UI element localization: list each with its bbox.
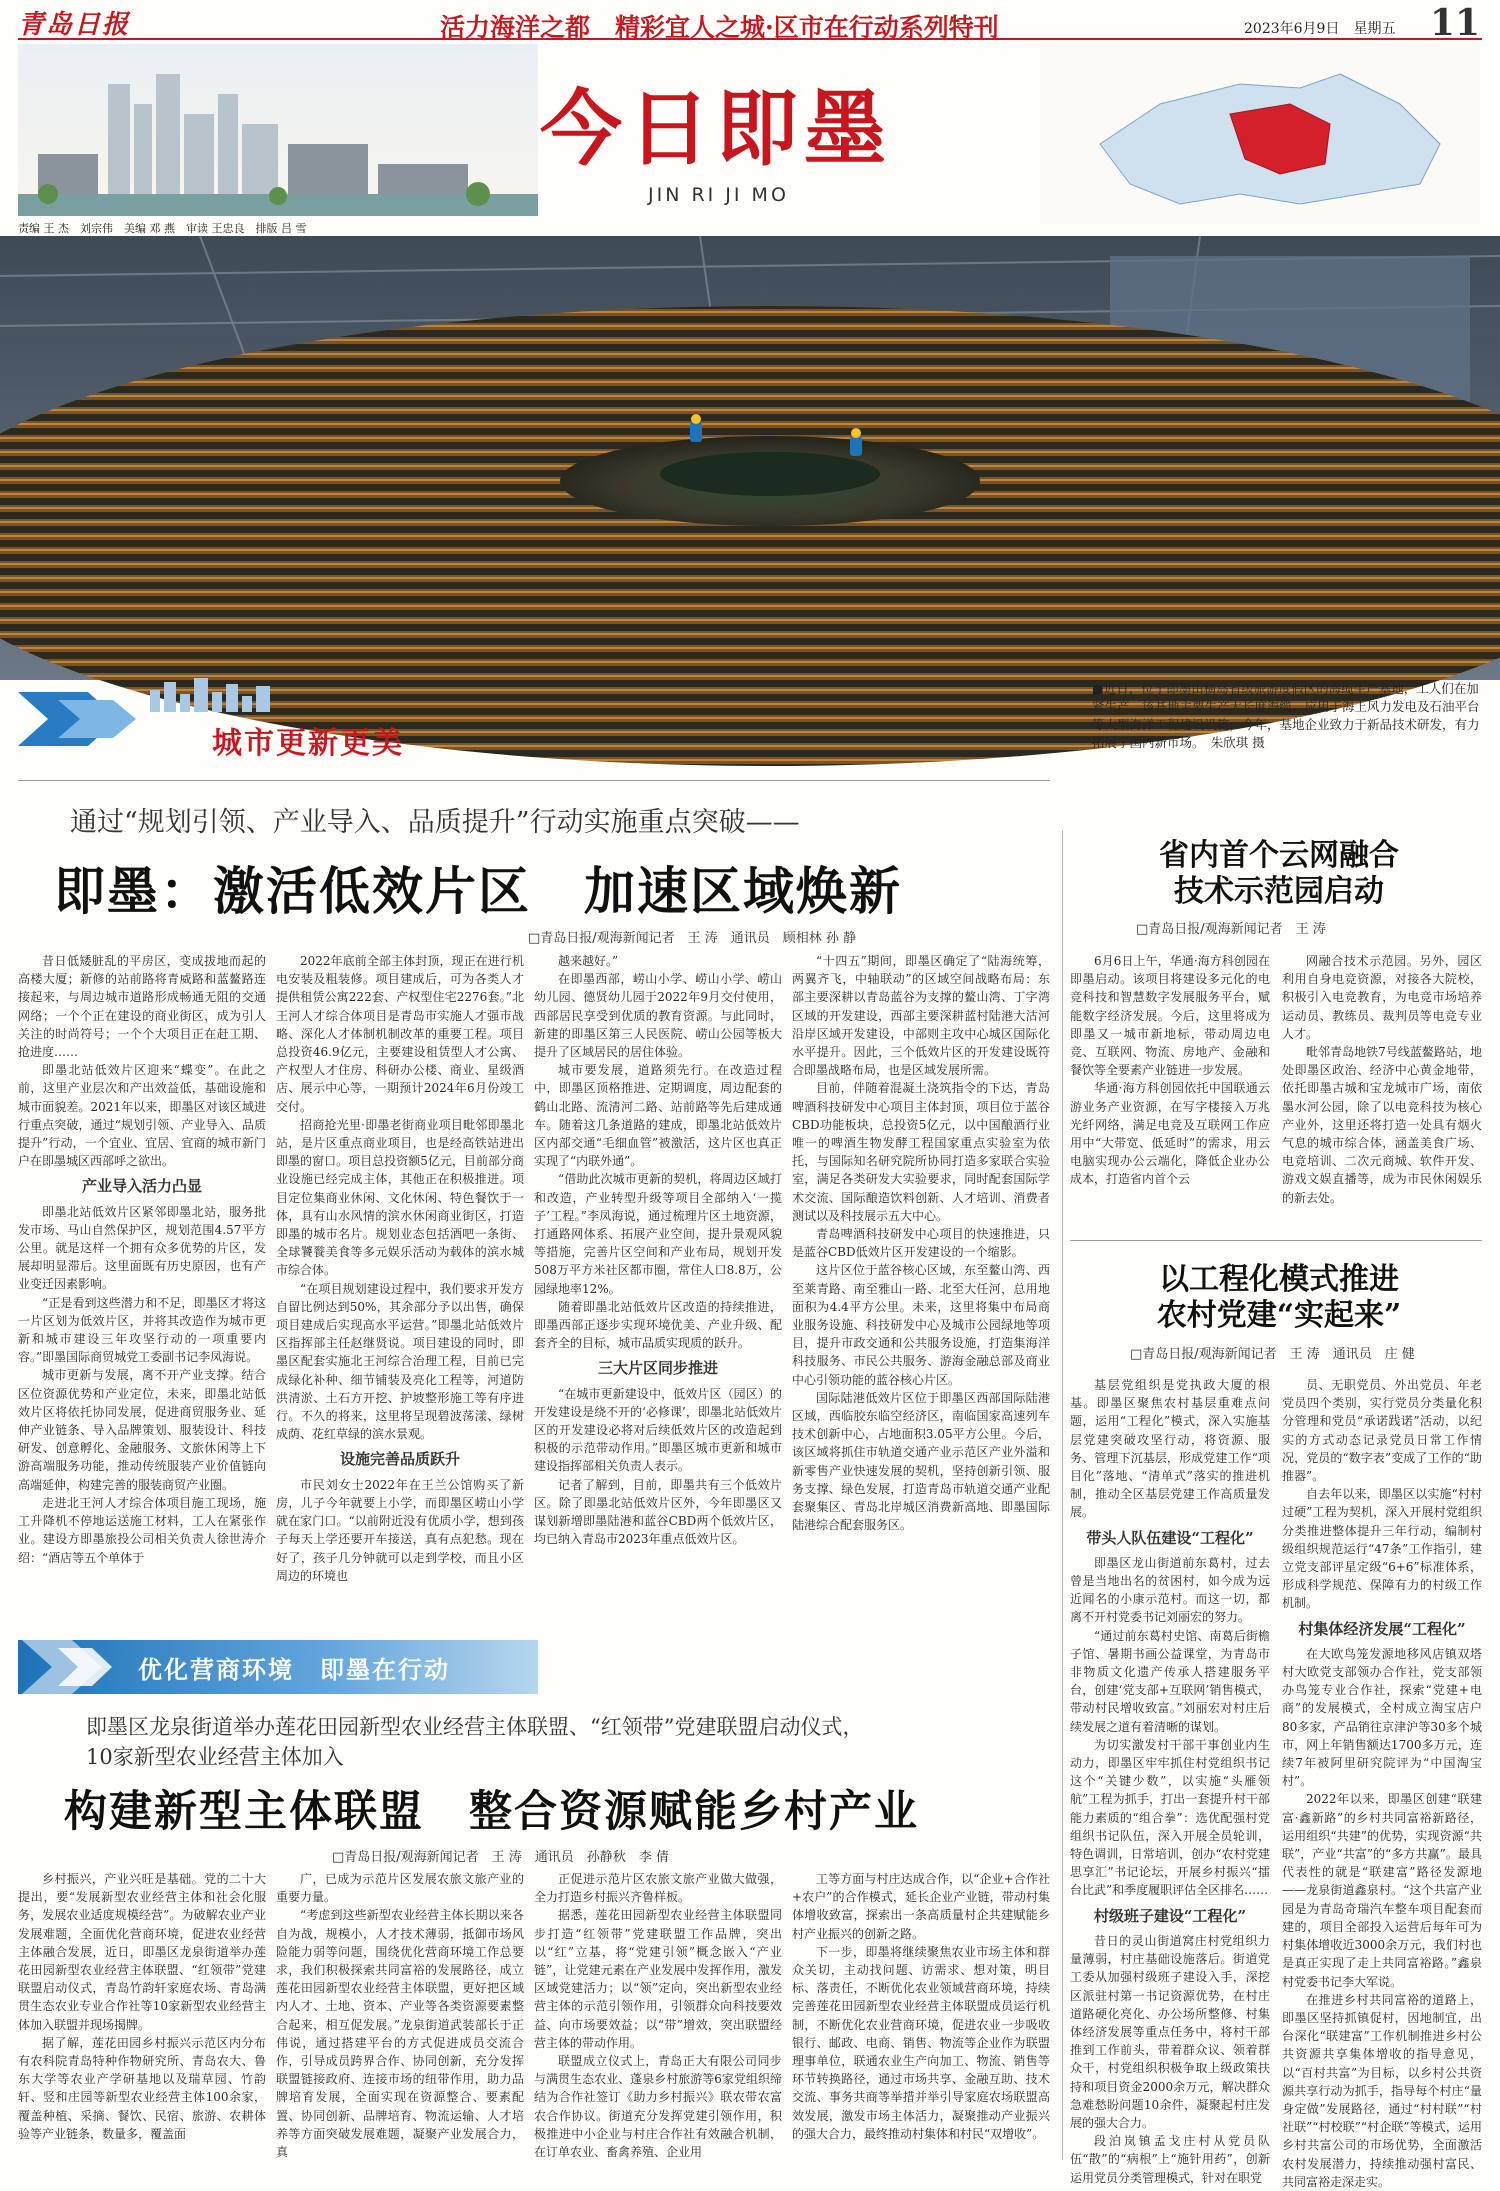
photo-caption: ■近日，位于即墨田横岛省级旅游度假区的海缆生产基地，工人们在加紧生产。该基地主要生产大长度海缆，应用于海上风力发电及石油平台等大型海洋工程建设设施，今年，基地企业致力于新品技术研发，有力拓展了国内新市场。 朱欣琪 摄 — [1092, 681, 1480, 750]
paragraph: 随着即墨北站低效片区改造的持续推进，即墨西部正逐步实现环境优美、产业升级、配套齐全的目标，城市品质实现质的跃升。 — [534, 1299, 782, 1351]
paragraph: 段泊岚镇孟戈庄村从党员队伍“散”的“病根”上“施针用药”，创新运用党员分类管理模式，针对在职党 — [1070, 2134, 1270, 2185]
paragraph: 目前，伴随着混凝土浇筑指令的下达，青岛啤酒科技研发中心项目主体封顶，项目位于蓝谷CBD功能板块，总投资5亿元，以中国酿酒行业唯一的啤酒生物发酵工程国家重点实验室为依托，与国际知名研究院所协同打造多家联合实验室，满足各类研发大实验要求，同时配套国际学术交流、国际酿造饮料创新、人才培训、消费者测试以及科技展示五大中心。 — [792, 1081, 1050, 1223]
paragraph: 正促进示范片区农旅文旅产业做大做强，全力打造乡村振兴齐鲁样板。 — [534, 1872, 782, 1905]
sidebar-column-4 — [1282, 1376, 1482, 2189]
paragraph: 记者了解到，目前，即墨共有三个低效片区。除了即墨北站低效片区外，今年即墨区又谋划新增即墨陆港和蓝谷CBD两个低效片区，均已纳入青岛市2023年重点低效片区。 — [534, 1477, 782, 1547]
skyline-strip-icon — [150, 676, 300, 712]
paragraph: 下一步，即墨将继续聚焦农业市场主体和群众关切，主动找问题、访需求、想对策，明目标、落责任，不断优化农业领域营商环境，持续完善莲花田园新型农业经营主体联盟成员运行机制，不断优化农业营商环境，促进农业一步吸收银行、邮政、电商、销售、物流等企业作为联盟理事单位，联通农业生产向加工、物流、销售等环节转换路径，通过市场共享、金融互助、技术交流、事务共商等举措并举引导家庭农场联盟高效发展，激发市场主体活力，凝聚推动产业振兴的强大合力，最终推动村集体和村民“双增收”。 — [792, 1944, 1050, 2141]
city-skyline-illustration — [18, 44, 538, 216]
paragraph: 2022年以来，即墨区创建“联建富·鑫新路”的乡村共同富裕新路径，运用组织“共建”的优势，实现资源“共联”，产业“共富”的“多方共赢”。最具代表性的就是“联建富”路径发源地——龙泉街道鑫泉村。“这个共富产业园是为青岛奇瑞汽车整车项目配套而建的，项目全部投入运营后每年可为村集体增收近3000余万元，我们村也是真正实现了走上共同富裕路。”鑫泉村党委书记李大军说。 — [1282, 1792, 1482, 1989]
paragraph: “通过前东葛村史馆、南葛后街檐子馆、暑期书画公益课堂，为青岛市非物质文化遗产传承人搭建服务平台，创建‘党支部+互联网’销售模式，带动村民增收致富。”刘丽宏对村庄后续发展之道有着清晰的谋划。 — [1070, 1628, 1270, 1734]
section-divider — [18, 780, 1050, 781]
paragraph: “在项目规划建设过程中，我们要求开发方自留比例达到50%，其余部分予以出售，确保项目建成后实现高水平运营。”即墨北站低效片区指挥部主任赵继贤说。项目建设的同时，即墨区配套实施北王河综合治理工程，目前已完成绿化补种、细节铺装及亮化工程等，河道防洪清淤、土石方开挖、护坡整形施工等有序进行。不久的将来，这里将呈现碧波荡漾、绿树成荫、花红草绿的滨水景观。 — [276, 1281, 524, 1442]
paragraph: 广，已成为示范片区发展农旅文旅产业的重要力量。 — [276, 1872, 524, 1905]
paragraph: 在大欧鸟笼发源地移风店镇双塔村大欧党支部领办合作社，党支部领办鸟笼专业合作社，探索“党建+电商”的发展模式，全村成立淘宝店户80多家，产品销往京津沪等30多个城市，网上年销售额达1700多万元，连续7年被阿里研究院评为“中国淘宝村”。 — [1282, 1646, 1482, 1789]
article2-column-2 — [276, 1870, 524, 2166]
paragraph: 即墨北站低效片区紧邻即墨北站，服务批发市场、马山自然保护区，规划范围4.57平方公里。就是这样一个拥有众多优势的片区，发展却明显滞后。这里面既有历史原因，也有产业变迁因素影响。 — [18, 1204, 266, 1292]
article2-column-3 — [534, 1870, 782, 2166]
paragraph: 这片区位于蓝谷核心区域，东至鳌山湾、西至莱青路、南至雅山一路、北至大任河，总用地面积为4.4平方公里。未来，这里将集中布局商业服务设施、科技研发中心及城市公园绿地等项目，提升市政交通和公共服务设施，打造集海洋科技服务、市民公共服务、游海金融总部及商业中心引领功能的蓝谷核心片区。 — [792, 1263, 1050, 1387]
subheading: 村集体经济发展“工程化” — [1298, 1619, 1466, 1638]
sidebar-column-2 — [1282, 952, 1482, 1212]
paragraph: “考虑到这些新型农业经营主体长期以来各自为战，规模小，人才技术薄弱，抵御市场风险能力弱等问题，围绕优化营商环境工作总要求，我们积极探索共同富裕的发展路径，成立莲花田园新型农业经营主体联盟，更好把区域内人才、土地、资本、产业等各类资源要素整合起来，相互促发展。”龙泉街道武装部长于正伟说，通过搭建平台的方式促进成员交流合作，引导成员跨界合作、协同创新，充分发挥联盟链接政府、连接市场的纽带作用，助力品牌培育发展，全面实现在资源整合、要素配置、协同创新、品牌培育、物流运输、人才培养等方面突破发展难题，凝聚产业发展合力，真 — [276, 1908, 524, 2160]
sidebar-divider — [1070, 1240, 1482, 1241]
paragraph: 走进北王河人才综合体项目施工现场，施工升降机不停地运送施工材料，工人在紧张作业。建设方即墨旅投公司相关负责人徐世涛介绍：“酒店等五个单体于 — [18, 1495, 266, 1565]
paragraph: 城市更新与发展，离不开产业支撑。结合区位资源优势和产业定位，未来，即墨北站低效片区将依托协同发展，促进商贸服务业、延伸产业链条、导入品牌策划、服装设计、科技研发、创意孵化、金融服务、文旅休闲等上下游高端服务功能，推动传统服装产业价值链向高端延伸，构建完善的服装商贸产业圈。 — [18, 1368, 266, 1492]
paragraph: 据了解，莲花田园乡村振兴示范区内分布有农科院青岛特种作物研究所、青岛农大、鲁东大学等农业产学研基地以及瑞草园、竹韵轩、竖和庄园等新型农业经营主体100余家，覆盖种植、采摘、餐饮、民宿、旅游、农耕体验等产业链条，数量多，覆盖面 — [18, 2035, 266, 2141]
article2-headline: 构建新型主体联盟 整合资源赋能乡村产业 — [64, 1787, 919, 1837]
issue-date: 2023年6月9日 星期五 — [1244, 21, 1396, 37]
paragraph: 青岛啤酒科技研发中心项目的快速推进，只是蓝谷CBD低效片区开发建设的一个缩影。 — [792, 1227, 1050, 1260]
paragraph: 昔日的灵山街道窝庄村党组织力量薄弱，村庄基础设施落后。街道党工委从加强村级班子建设入手，深挖区派驻村第一书记资源优势，在村庄道路硬化亮化、办公场所整修、村集体经济发展等重点任务中，将村干部推到工作前头，带着群众议、领着群众干，村党组织积极争取上级政策扶持和项目资金2000余万元，解决群众急难愁盼问题10余件，凝聚起村庄发展的强大合力。 — [1070, 1933, 1270, 2130]
sidebar-byline: □青岛日报/观海新闻记者 王 涛 — [1136, 922, 1326, 937]
article2-kicker: 即墨区龙泉街道举办莲花田园新型农业经营主体联盟、“红领带”党建联盟启动仪式， 10家新型农业经营主体加入 — [86, 1715, 864, 1769]
paragraph: 为切实激发村干部干事创业内生动力，即墨区牢牢抓住村党组织书记这个“关键少数”，以实施“头雁领航”工程为抓手，打出一套提升村干部能力素质的“组合拳”：选优配强村党组织书记队伍，深入开展全员轮训，特色调训，日常培训，创办“农村党建思享汇”书记论坛，开展乡村振兴“擂台比武”和季度履职评估全区排名…… — [1070, 1737, 1270, 1898]
paragraph: 华通·海方科创园依托中国联通云游业务产业资源，在写字楼接入万兆光纤网络，满足电竞及互联网工作应用中“大带宽、低延时”的需求，用云电脑实现办公云端化，降低企业办公成本，打造省内首个云 — [1070, 1081, 1270, 1187]
paragraph: 自去年以来，即墨区以实施“村村过硬”工程为契机，深入开展村党组织分类推进整体提升三年行动，编制村级组织规范运行“47条”工作指引，建立党支部评星定级“6+6”标准体系，形成科学规范、保障有力的村级工作机制。 — [1282, 1487, 1482, 1611]
sidebar-column-1 — [1070, 952, 1270, 1212]
paragraph: 员、无职党员、外出党员、年老党员四个类别，实行党员分类量化积分管理和党员“承诺践诺”活动，以纪实的方式动态记录党员日常工作情况，党员的“数字表”变成了工作的“助推器”。 — [1282, 1378, 1482, 1484]
paragraph: 工等方面与村庄达成合作，以“企业+合作社+农户”的合作模式，延长企业产业链，带动村集体增收致富，探索出一条高质量村企共建赋能乡村产业振兴的创新之路。 — [792, 1872, 1050, 1941]
chevron-right-icon — [22, 1640, 122, 1694]
article-column-3 — [534, 952, 782, 1657]
paragraph: 毗邻青岛地铁7号线蓝鳌路站，地处即墨区政治、经济中心黄金地带，依托即墨古城和宝龙城市广场，南依墨水河公园，除了以电竞科技为核心产业外，这里还将打造一处具有烟火气息的城市综合体，涵盖美食广场、电竞培训、二次元商城、软件开发、游戏文娱直播等，成为市民休闲娱乐的新去处。 — [1282, 1045, 1482, 1205]
paragraph: 招商抢光里·即墨老街商业项目毗邻即墨北站，是片区重点商业项目，也是经高铁站进出即墨的窗口。项目总投资额5亿元，目前部分商业设施已经完成主体，其他正在积极推进。项目定位集商业休闲、文化休闲、特色餐饮于一体，具有山水风情的滨水休闲商业街区，打造即墨的城市名片。规划业态包括酒吧一条街、全球饕餮美食等多元娱乐活动为载体的滨水城市综合体。 — [276, 1117, 524, 1278]
paragraph: 6月6日上午，华通·海方科创园在即墨启动。该项目将建设多元化的电竞科技和智慧数字发展服务平台，赋能数字经济发展。今后，这里将成为即墨又一城市新地标，带动周边电竞、互联网、物流、房地产、金融和餐饮等全要素产业链进一步发展。 — [1070, 954, 1270, 1078]
paragraph: 国际陆港低效片区位于即墨区西部国际陆港区域，西临胶东临空经济区，南临国家高速列车技术创新中心，占地面积3.05平方公里。今后，该区域将抓住市轨道交通产业示范区产业外溢和新零售产业快速发展的契机，坚持创新引领、服务支撑、绿色发展，打造青岛市轨道交通产业配套聚集区、青岛北岸城区消费新高地、即墨国际陆港综合配套服务区。 — [792, 1390, 1050, 1533]
article2-byline: □青岛日报/观海新闻记者 王 涛 通讯员 孙静秋 李 倩 — [332, 1850, 669, 1865]
paragraph: 网融合技术示范园。另外，园区利用自身电竞资源，对接各大院校，积极引入电竞教育，为电竞市场培养运动员、教练员、裁判员等电竞专业人才。 — [1282, 954, 1482, 1041]
paragraph: “借助此次城市更新的契机，将周边区域打和改造，产业转型升级等项目全部纳入‘一揽子’工程。”李凤海说，通过梳理片区土地资源，打通路网体系、拓展产业空间，提升景观风貌等措施，完善片区空间和产业布局，规划开发508万平方米社区都市圈，常住人口8.8万，公园绿地率12%。 — [534, 1172, 782, 1296]
subheading: 产业导入活力凸显 — [81, 1177, 202, 1196]
series-title: 活力海洋之都 精彩宜人之城·区市在行动系列特刊 — [440, 13, 999, 42]
page-title-pinyin: JIN RI JI MO — [648, 184, 789, 206]
subheading: 三大片区同步推进 — [597, 1359, 718, 1378]
paragraph: 在即墨西部，崂山小学、崂山小学、崂山幼儿园、德贤幼儿园于2022年9月交付使用，西部居民享受到优质的教育资源。与此同时，新建的即墨区第三人民医院、崂山公园等板大提升了区域居民的居住体验。 — [534, 972, 782, 1060]
newspaper-logo: 青岛日报 — [18, 10, 131, 40]
arrow-icon — [18, 682, 168, 756]
paragraph: 越来越好。” — [558, 954, 619, 968]
article-column-4 — [792, 952, 1050, 1657]
article2-column-4 — [792, 1870, 1050, 2166]
sidebar-byline: □青岛日报/观海新闻记者 王 涛 通讯员 庄 健 — [1130, 1347, 1415, 1362]
sidebar-column-3 — [1070, 1376, 1270, 2185]
paragraph: 在推进乡村共同富裕的道路上，即墨区坚持抓镇促村，因地制宜，出台深化“联建富”工作机制推进乡村公共资源共享集体增收的指导意见，以“百村共富”为目标，以乡村公共资源共享行动为抓手，指导每个村庄“量身定做”发展路径，通过“村村联”“村社联”“村校联”“村企联”等模式，运用乡村共富公司的市场优势，全面激活农村发展潜力，持续推动强村富民、共同富裕走深走实。 — [1282, 1992, 1482, 2189]
sidebar-headline-party-building: 以工程化模式推进 农村党建“实起来” — [1156, 1262, 1402, 1333]
section-label-business-env: 优化营商环境 即墨在行动 — [138, 1656, 450, 1684]
paragraph: 联盟成立仪式上，青岛正大有限公司同步与满贯生态农业、蓬泉乡村旅游等6家党组织缔结为合作社签订《助力乡村振兴》联农带农富农合作协议。街道充分发挥党建引领作用，积极推进中小企业与村庄合作社有效融合机制，在订单农业、畜禽养殖、企业用 — [534, 2054, 782, 2160]
section-label-urban-renewal: 城市更新更美 — [212, 726, 404, 761]
staff-credits: 责编 王 杰 刘宗伟 美编 邓 燕 审读 王忠良 排版 吕 雪 — [18, 222, 307, 235]
paragraph: 乡村振兴，产业兴旺是基础。党的二十大提出，要“发展新型农业经营主体和社会化服务，发展农业适度规模经营”。为破解农业产业发展难题，全面优化营商环境，促进农业经营主体融合发展，近日，即墨区龙泉街道举办莲花田园新型农业经营主体联盟、“红领带”党建联盟启动仪式，青岛竹韵轩家庭农场、青岛满贯生态农业专业合作社等10家新型农业经营主体加入联盟并现场揭牌。 — [18, 1872, 266, 2032]
paragraph: 昔日低矮脏乱的平房区，变成拔地而起的高楼大厦；新修的站前路将青威路和蓝鳌路连接起来，与周边城市道路形成畅通无阻的交通网络；一个个正在建设的商业街区，成为引人关注的时尚符号；一个个大项目正在赶工期、抢进度…… — [18, 954, 266, 1060]
article-kicker: 通过“规划引领、产业导入、品质提升”行动实施重点突破—— — [70, 807, 800, 838]
paragraph: 市民刘女士2022年在王兰公馆购买了新房，儿子今年就要上小学，而即墨区崂山小学就在家门口。“以前附近没有优质小学，想到孩子每天上学还要开车接送，真有点犯愁。现在好了，孩子几分钟就可以走到学校，而且小区周边的环境也 — [276, 1477, 524, 1583]
paragraph: 即墨区龙山街道前东葛村，过去曾是当地出名的贫困村，如今成为远近闻名的小康示范村。而这一切，都离不开村党委书记刘丽宏的努力。 — [1070, 1555, 1270, 1625]
paragraph: “在城市更新建设中，低效片区（园区）的开发建设是绕不开的‘必修课’，即墨北站低效片区的开发建设必将对后续低效片区的改造起到积极的示范带动作用。”即墨区城市更新和城市建设指挥部相关负责人表示。 — [534, 1386, 782, 1474]
subheading: 带头人队伍建设“工程化” — [1086, 1528, 1254, 1547]
paragraph: 2022年底前全部主体封顶，现正在进行机电安装及粗装修。项目建成后，可为各类人才提供租赁公寓222套、产权型住宅2276套。”北王河人才综合体项目是青岛市实施人才强市战略、深化人才体制机制改革的重要工程。项目总投资46.9亿元，主要建设租赁型人才公寓、产权型人才住房、科研办公楼、商业、星级酒店、展示中心等，一期预计2024年6月份竣工交付。 — [276, 954, 524, 1114]
paragraph: 城市要发展，道路须先行。在改造过程中，即墨区顶格推进、定期调度，周边配套的鹤山北路、流清河二路、站前路等先后建成通车。随着这几条道路的建成，即墨北站低效片区内部交通“毛细血管”被激活，这片区也真正实现了“内联外通”。 — [534, 1063, 782, 1169]
paragraph: 据悉，莲花田园新型农业经营主体联盟同步打造“红领带”党建联盟工作品牌，突出以“红”立基，将“党建引领”概念嵌入“产业链”，让党建元素在产业发展中发挥作用，激发区域党建活力；以“领”定向，突出新型农业经营主体的示范引领作用，引领群众向科技要效益、向市场要效益；以“带”增效，突出联盟经营主体的带动作用。 — [534, 1908, 782, 2050]
article-column-1 — [18, 952, 266, 1657]
paragraph: “正是看到这些潜力和不足，即墨区才将这一片区划为低效片区，并将其改造作为城市更新和城市建设三年攻坚行动的一项重要内容。”即墨国际商贸城党工委副书记李凤海说。 — [18, 1295, 266, 1365]
cable-factory-photo — [0, 236, 1500, 680]
article2-column-1 — [18, 1870, 266, 2166]
article-headline: 即墨：激活低效片区 加速区域焕新 — [54, 862, 903, 922]
paragraph: “十四五”期间，即墨区确定了“陆海统筹，两翼齐飞，中轴联动”的区域空间战略布局：东部主要深耕以青岛蓝谷为支撑的鳌山湾、丁字湾区域的开发建设，西部主要深耕蓝村陆港大沽河沿岸区域开发建设，中部则主攻中心城区国际化水平提升。因此，三个低效片区的开发建设既符合即墨战略布局，也是区域发展所需。 — [792, 954, 1050, 1078]
region-map-illustration — [1040, 44, 1480, 224]
subheading: 村级班子建设“工程化” — [1093, 1906, 1247, 1925]
paragraph: 即墨北站低效片区迎来“蝶变”。在此之前，这里产业层次和产出效益低，基础设施和城市面貌差。2021年以来，即墨区对该区域进行重点突破，通过“规划引领、产业导入、品质提升”行动，一个宜业、宜居、宜商的城市新门户在即墨城区西部呼之欲出。 — [18, 1063, 266, 1169]
page-number: 11 — [1430, 2, 1481, 44]
paragraph: 基层党组织是党执政大厦的根基。即墨区聚焦农村基层重难点问题，运用“工程化”模式，深入实施基层党建突破攻坚行动，将资源、服务、管理下沉基层，形成党建工作“项目化”落地、“清单式”落实的推进机制，推动全区基层党建工作高质量发展。 — [1070, 1378, 1270, 1520]
sidebar-headline-cloud-park: 省内首个云网融合 技术示范园启动 — [1159, 838, 1399, 909]
article-column-2 — [276, 952, 524, 1657]
subheading: 设施完善品质跃升 — [339, 1450, 460, 1469]
article-byline: □青岛日报/观海新闻记者 王 涛 通讯员 顾相林 孙 静 — [528, 931, 857, 946]
column-divider — [1062, 830, 1063, 2160]
page-title: 今日即墨 — [540, 81, 893, 177]
